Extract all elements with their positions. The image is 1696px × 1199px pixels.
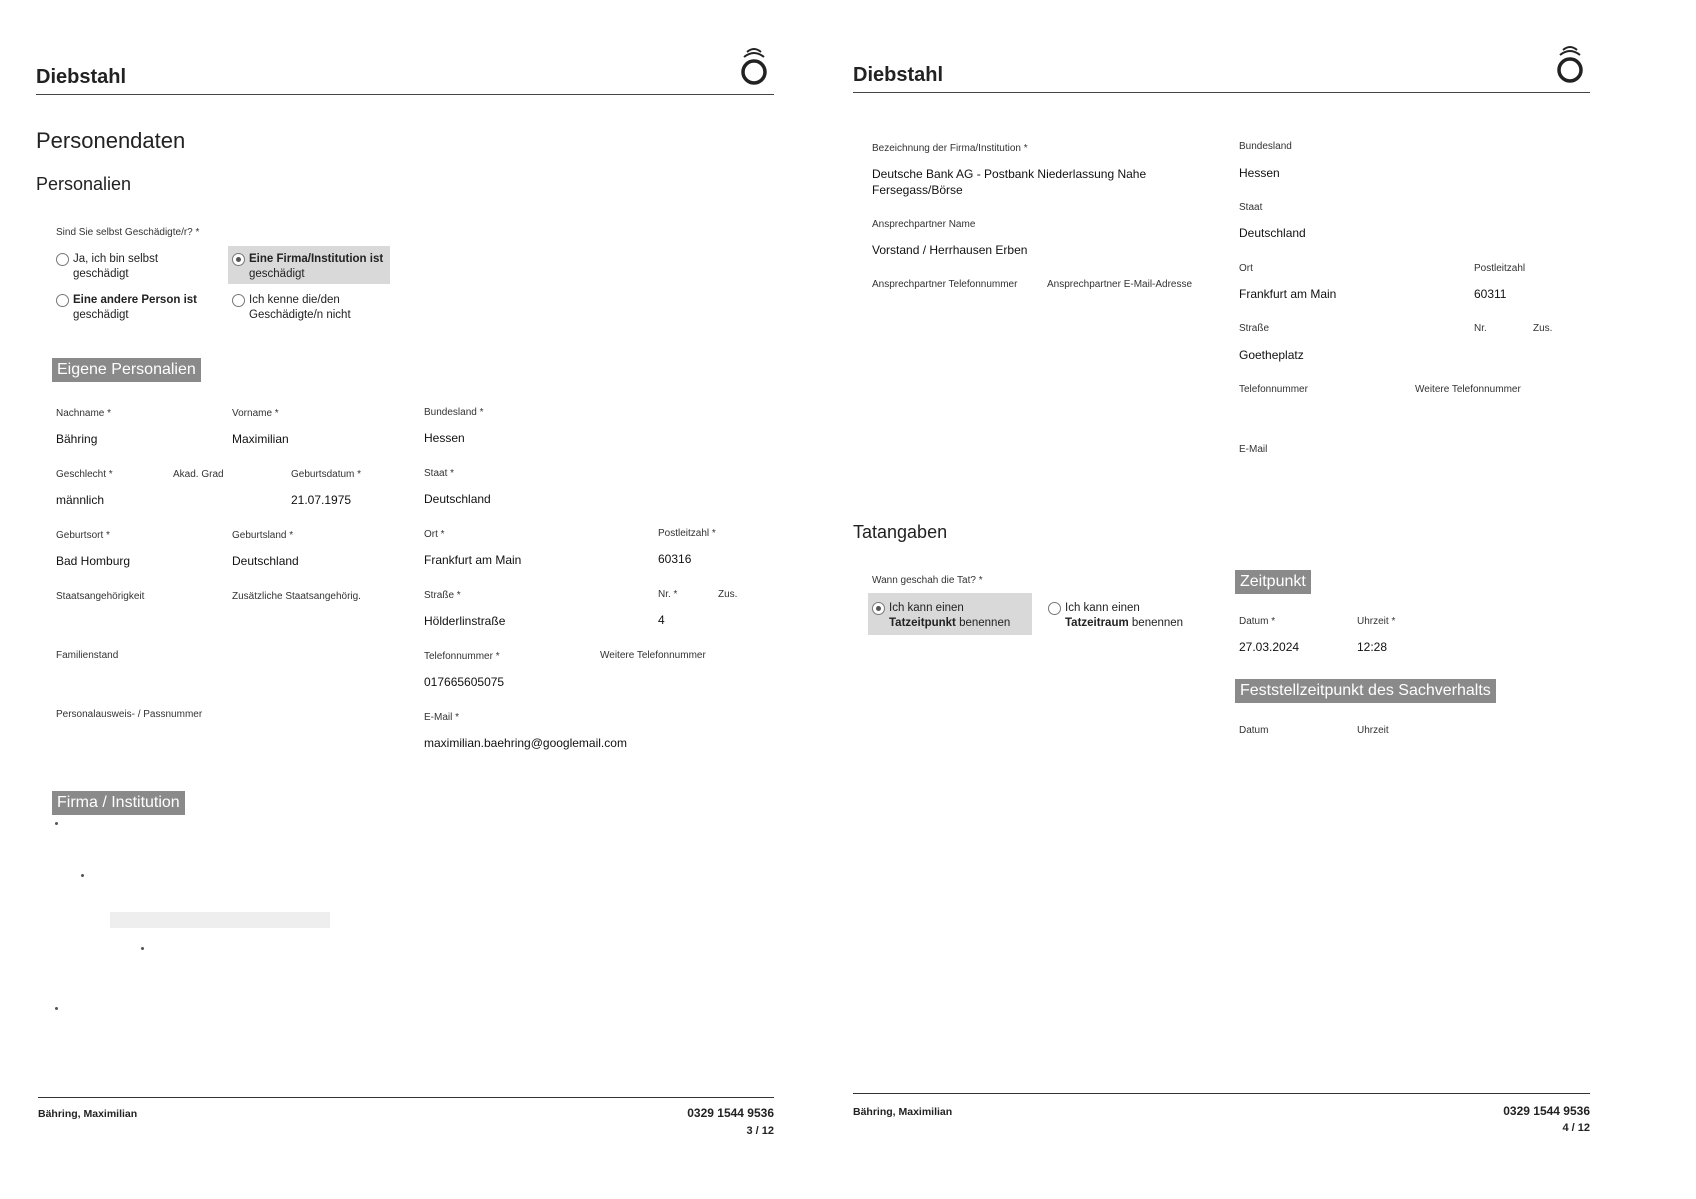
section-own-personal-data: Eigene Personalien [52, 358, 201, 382]
postcode-value: 60311 [1474, 287, 1507, 301]
discovery-time-label: Uhrzeit [1357, 725, 1389, 736]
police-logo-icon [1554, 44, 1586, 86]
city-label: Ort [1239, 263, 1253, 274]
house-number-suffix-label: Zus. [1533, 323, 1553, 334]
postcode-label: Postleitzahl [1474, 263, 1526, 274]
postcode-label: Postleitzahl * [658, 528, 716, 539]
footer-case-number: 0329 1544 9536 [1503, 1104, 1590, 1118]
company-name-value: Deutsche Bank AG - Postbank Niederlassung Nahe Fersegass/Börse [872, 167, 1147, 197]
firstname-value: Maximilian [232, 432, 289, 446]
radio-unknown-damaged[interactable]: Ich kenne die/den Geschädigte/n nicht [232, 293, 402, 323]
contact-phone-label: Ansprechpartner Telefonnummer [872, 279, 1018, 290]
email-value: maximilian.baehring@googlemail.com [424, 736, 627, 750]
faded-scan-area [110, 912, 330, 928]
country-value: Deutschland [424, 492, 491, 506]
page-title: Diebstahl [36, 66, 127, 88]
footer-name: Bähring, Maximilian [38, 1108, 138, 1120]
email-label: E-Mail [1239, 444, 1268, 455]
city-value: Frankfurt am Main [424, 553, 522, 567]
lastname-value: Bähring [56, 432, 98, 446]
gender-label: Geschlecht * [56, 469, 113, 480]
state-value: Hessen [424, 431, 465, 445]
header-rule [36, 94, 774, 95]
house-number-suffix-label: Zus. [718, 589, 738, 600]
house-number-label: Nr. [1474, 323, 1487, 334]
country-value: Deutschland [1239, 226, 1306, 240]
time-label: Uhrzeit * [1357, 616, 1396, 627]
radio-icon [1048, 602, 1061, 615]
contact-email-label: Ansprechpartner E-Mail-Adresse [1047, 279, 1193, 290]
country-label: Staat * [424, 468, 455, 479]
marital-status-label: Familienstand [56, 650, 119, 661]
lastname-label: Nachname * [56, 408, 112, 419]
birthdate-value: 21.07.1975 [291, 493, 352, 507]
birthcountry-label: Geburtsland * [232, 530, 294, 541]
radio-crime-point-in-time[interactable]: Ich kann einen Tatzeitpunkt benennen [868, 593, 1032, 635]
postcode-value: 60316 [658, 552, 692, 566]
question-label: Sind Sie selbst Geschädigte/r? * [56, 227, 200, 238]
birthplace-label: Geburtsort * [56, 530, 110, 541]
phone-label: Telefonnummer [1239, 384, 1308, 395]
crime-details-heading: Tatangaben [853, 522, 948, 542]
contact-name-label: Ansprechpartner Name [872, 219, 976, 230]
company-name-label: Bezeichnung der Firma/Institution * [872, 143, 1028, 154]
police-logo-icon [738, 46, 770, 88]
state-label: Bundesland * [424, 407, 484, 418]
birthdate-label: Geburtsdatum * [291, 469, 362, 480]
radio-company-damaged[interactable]: Eine Firma/Institution ist geschädigt [228, 246, 390, 284]
phone-value: 017665605075 [424, 675, 505, 689]
city-label: Ort * [424, 529, 445, 540]
radio-other-person-damaged[interactable]: Eine andere Person ist geschädigt [56, 293, 206, 323]
footer-case-number: 0329 1544 9536 [687, 1106, 774, 1120]
scan-speck [81, 874, 84, 877]
street-label: Straße [1239, 323, 1270, 334]
house-number-label: Nr. * [658, 589, 678, 600]
section-company: Firma / Institution [52, 791, 185, 815]
footer-rule [38, 1097, 774, 1098]
house-number-value: 4 [658, 613, 665, 627]
street-label: Straße * [424, 590, 461, 601]
phone-label: Telefonnummer * [424, 651, 500, 662]
birthcountry-value: Deutschland [232, 554, 299, 568]
firstname-label: Vorname * [232, 408, 279, 419]
radio-icon [56, 253, 69, 266]
street-value: Goetheplatz [1239, 348, 1304, 362]
country-label: Staat [1239, 202, 1263, 213]
scan-speck [55, 822, 58, 825]
footer-name: Bähring, Maximilian [853, 1106, 953, 1118]
scan-speck [55, 1007, 58, 1010]
additional-phone-label: Weitere Telefonnummer [1415, 384, 1521, 395]
birthplace-value: Bad Homburg [56, 554, 131, 568]
date-value: 27.03.2024 [1239, 640, 1300, 654]
discovery-date-label: Datum [1239, 725, 1269, 736]
contact-name-value: Vorstand / Herrhausen Erben [872, 243, 1028, 257]
radio-icon [56, 294, 69, 307]
state-label: Bundesland [1239, 141, 1292, 152]
subsection-heading: Personalien [36, 174, 132, 194]
scan-speck [141, 947, 144, 950]
section-discovery-time: Feststellzeitpunkt des Sachverhalts [1235, 679, 1496, 703]
state-value: Hessen [1239, 166, 1280, 180]
nationality-label: Staatsangehörigkeit [56, 591, 145, 602]
additional-nationality-label: Zusätzliche Staatsangehörig. [232, 591, 361, 602]
street-value: Hölderlinstraße [424, 614, 506, 628]
radio-crime-time-span[interactable]: Ich kann einen Tatzeitraum benennen [1048, 601, 1198, 631]
page-4 [848, 0, 1696, 1199]
header-rule [853, 92, 1590, 93]
footer-page-number: 3 / 12 [746, 1125, 774, 1137]
email-label: E-Mail * [424, 712, 460, 723]
section-point-in-time: Zeitpunkt [1235, 570, 1311, 594]
radio-selected-icon [232, 253, 245, 266]
radio-self-damaged[interactable]: Ja, ich bin selbst geschädigt [56, 252, 206, 282]
page-title: Diebstahl [853, 64, 944, 86]
city-value: Frankfurt am Main [1239, 287, 1337, 301]
date-label: Datum * [1239, 616, 1276, 627]
academic-degree-label: Akad. Grad [173, 469, 224, 480]
crime-time-question-label: Wann geschah die Tat? * [872, 575, 983, 586]
id-number-label: Personalausweis- / Passnummer [56, 709, 203, 720]
radio-icon [232, 294, 245, 307]
footer-page-number: 4 / 12 [1562, 1122, 1590, 1134]
radio-selected-icon [872, 602, 885, 615]
time-value: 12:28 [1357, 640, 1388, 654]
footer-rule [853, 1093, 1590, 1094]
additional-phone-label: Weitere Telefonnummer [600, 650, 706, 661]
section-heading: Personendaten [36, 128, 186, 153]
gender-value: männlich [56, 493, 105, 507]
